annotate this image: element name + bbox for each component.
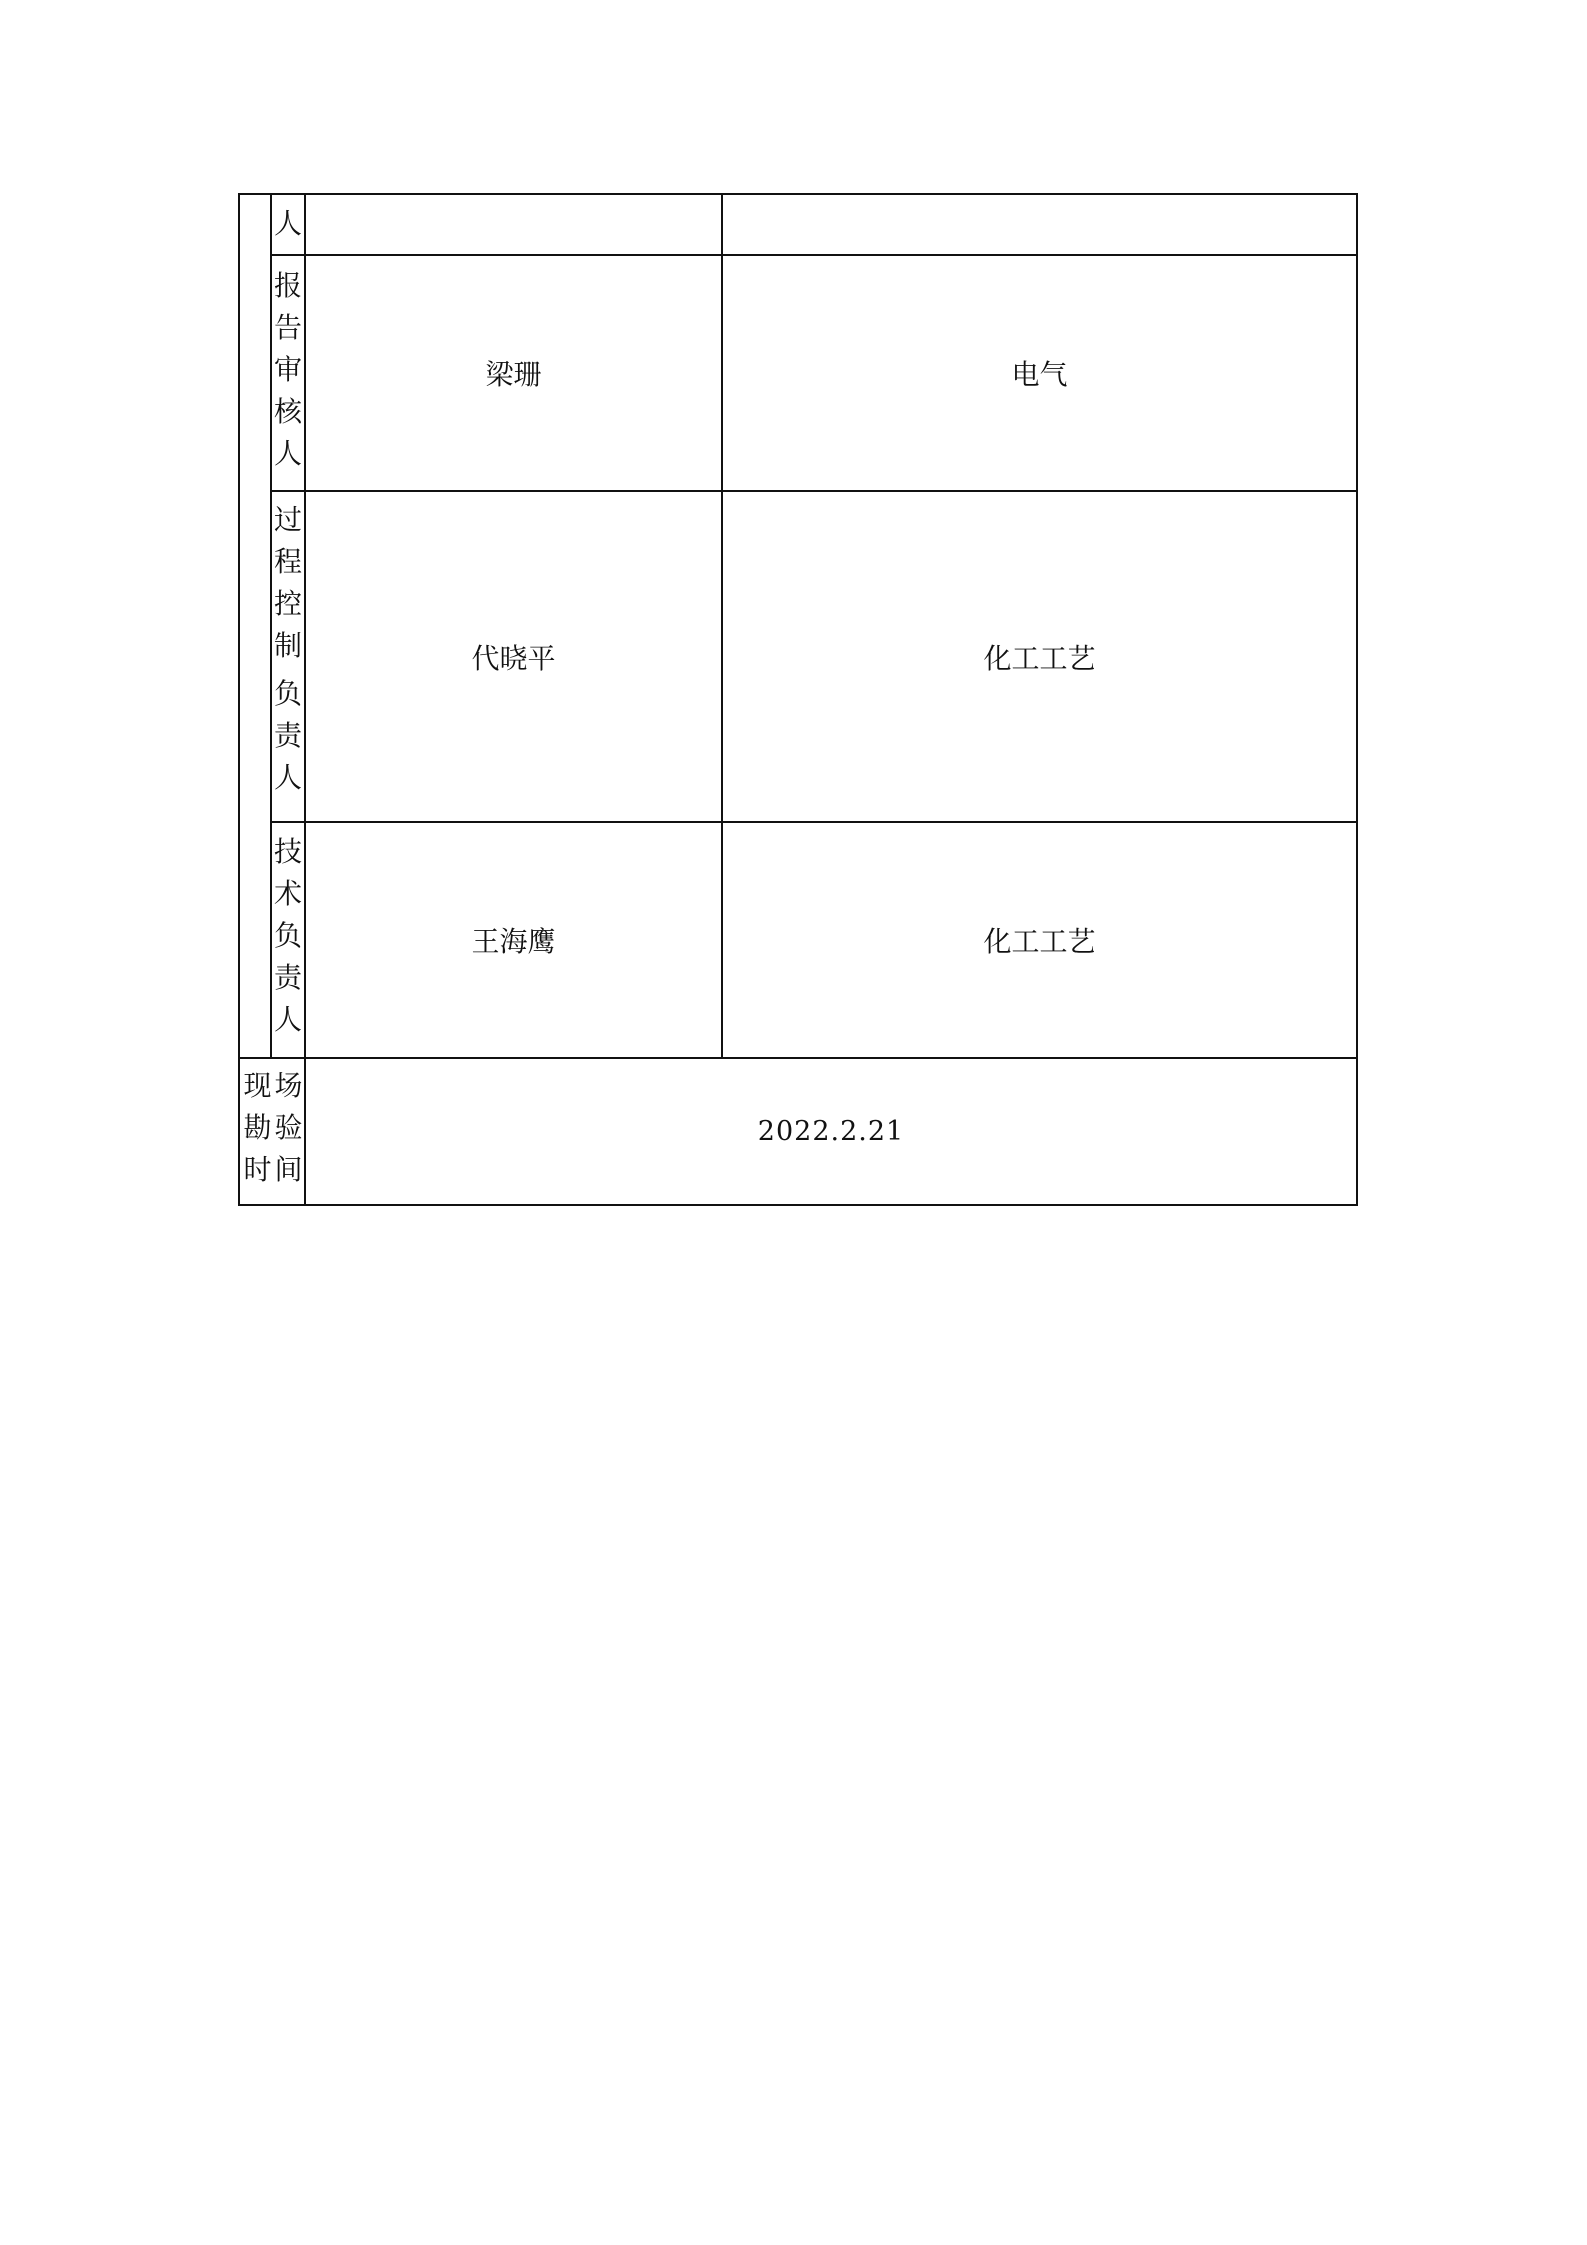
- row-label-continued: [272, 203, 304, 245]
- specialty-cell-report-reviewer: 电气: [1011, 358, 1068, 391]
- label-char: 审: [273, 353, 302, 386]
- survey-date: 2022.2.21: [757, 1116, 905, 1147]
- label-char: 告: [273, 311, 302, 344]
- label-char: 人: [273, 761, 302, 794]
- label-char: 时: [243, 1153, 272, 1186]
- label-char: 负: [273, 677, 302, 710]
- label-char: 核: [273, 395, 302, 428]
- name-cell-technical-lead: 王海鹰: [471, 925, 556, 958]
- label-char: 人: [273, 207, 302, 240]
- name-cell-report-reviewer: 梁珊: [485, 358, 542, 391]
- label-char: 人: [273, 1003, 302, 1036]
- label-char: 报: [273, 269, 302, 302]
- label-char: 现: [243, 1069, 272, 1102]
- row-label-technical-lead: [272, 831, 304, 1041]
- label-char: 负: [273, 919, 302, 952]
- label-char: 勘: [243, 1111, 272, 1144]
- label-char: 验: [274, 1111, 303, 1144]
- label-char: 过: [273, 503, 302, 536]
- name-cell-continued: [306, 195, 721, 254]
- specialty-cell-continued: [723, 195, 1356, 254]
- label-char: 间: [274, 1153, 303, 1186]
- label-char: 责: [273, 719, 302, 752]
- label-char: 程: [273, 545, 302, 578]
- label-char: 控: [273, 587, 302, 620]
- label-char: 制: [273, 629, 302, 662]
- label-char: 技: [273, 835, 302, 868]
- name-cell-process-control-lead: 代晓平: [471, 641, 556, 675]
- personnel-table: [238, 193, 1358, 1206]
- label-char: 责: [273, 961, 302, 994]
- specialty-cell-technical-lead: 化工工艺: [983, 925, 1096, 958]
- specialty-cell-process-control-lead: 化工工艺: [983, 641, 1096, 675]
- label-char: 术: [273, 877, 302, 910]
- row-label-report-reviewer: [272, 265, 304, 475]
- row-label-survey-time: [242, 1065, 304, 1191]
- row-label-process-control-lead: [272, 499, 304, 799]
- label-char: 人: [273, 437, 302, 470]
- label-char: 场: [274, 1069, 303, 1102]
